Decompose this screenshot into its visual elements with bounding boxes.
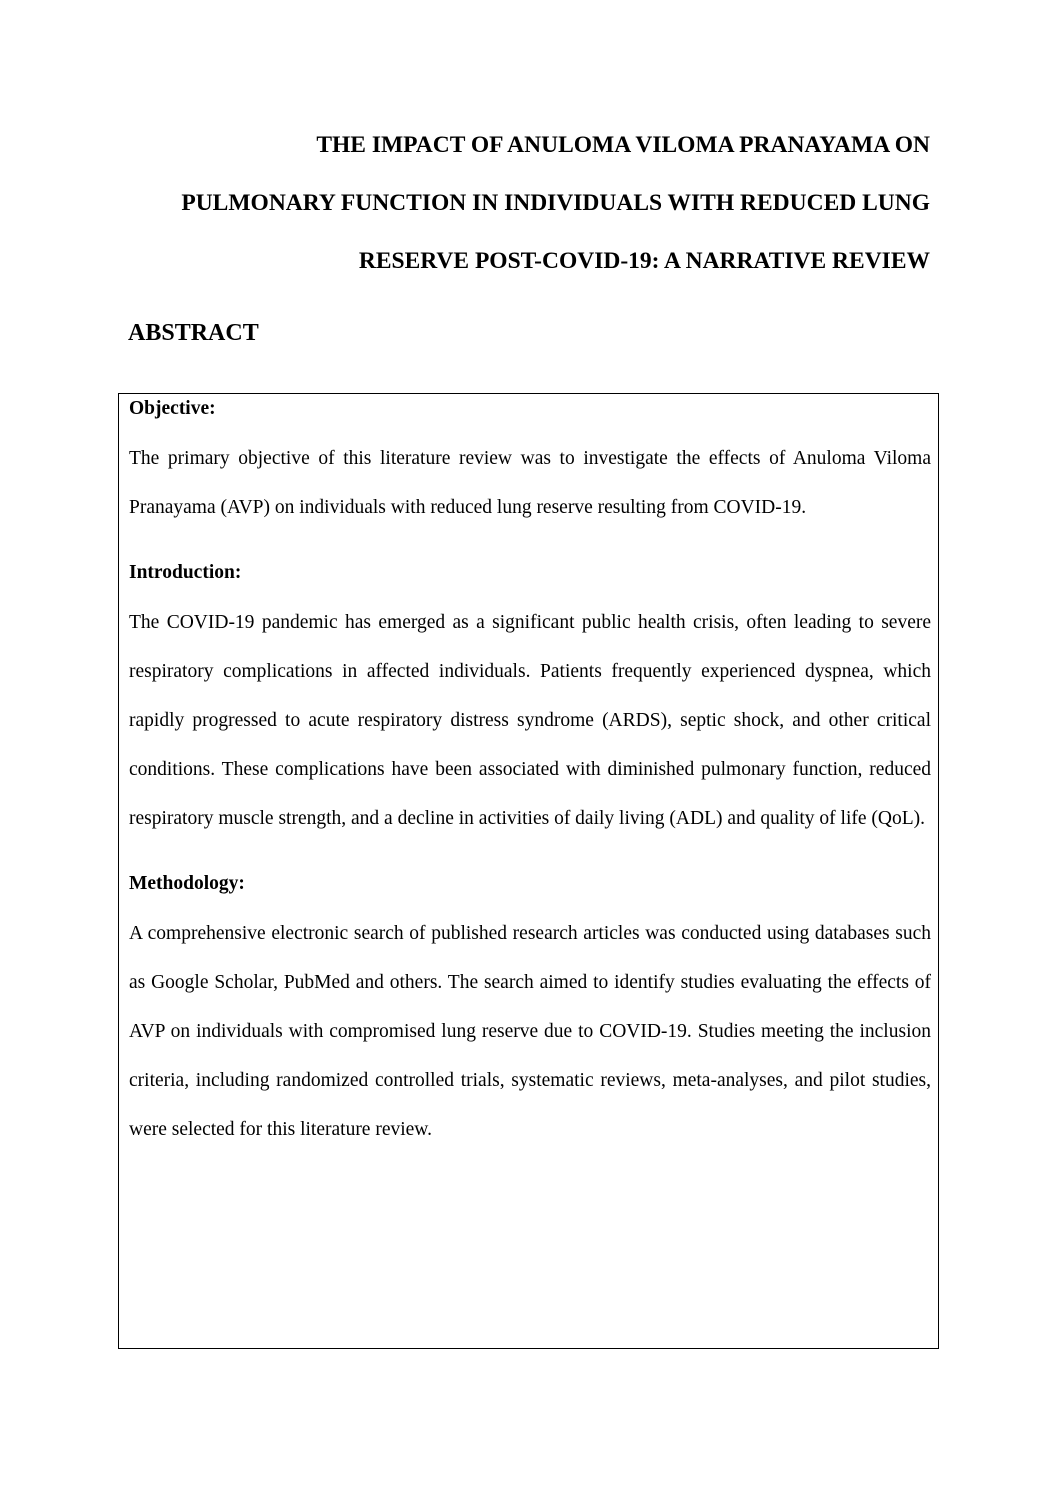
title-line: RESERVE POST-COVID-19: A NARRATIVE REVIEW [358, 248, 930, 274]
title-line: THE IMPACT OF ANULOMA VILOMA PRANAYAMA ON [316, 132, 930, 158]
section-text: A comprehensive electronic search of published research articles was conducted using databases such as Google Scholar, PubMed and others. The search aimed to identify studies evaluating the effects of AVP on individuals with compromised lung reserve due to COVID-19. Studies meeting the inclusion criteria, including randomized controlled trials, systematic reviews, meta-analyses, and pilot studies, were selected for this literature review. [129, 923, 931, 1140]
abstract-box [118, 393, 939, 1349]
section-heading: Introduction: [129, 562, 242, 583]
objective-section [129, 394, 931, 532]
section-text: The primary objective of this literature review was to investigate the effects of Anuloma Viloma Pranayama (AVP) on individuals with reduced lung reserve resulting from COVID-19. [129, 448, 931, 518]
title-line: PULMONARY FUNCTION IN INDIVIDUALS WITH REDUCED LUNG [181, 190, 930, 216]
introduction-section [129, 558, 931, 843]
abstract-heading: ABSTRACT [128, 320, 259, 346]
section-heading: Methodology: [129, 873, 245, 894]
section-heading: Objective: [129, 398, 216, 419]
section-text: The COVID-19 pandemic has emerged as a significant public health crisis, often leading to severe respiratory complications in affected individuals. Patients frequently experienced dyspnea, which rapidly progressed to acute respiratory distress syndrome (ARDS), septic shock, and other critical conditions. These complications have been associated with diminished pulmonary function, reduced respiratory muscle strength, and a decline in activities of daily living (ADL) and quality of life (QoL). [129, 612, 931, 829]
paper-title [128, 116, 930, 290]
methodology-section [129, 869, 931, 1154]
